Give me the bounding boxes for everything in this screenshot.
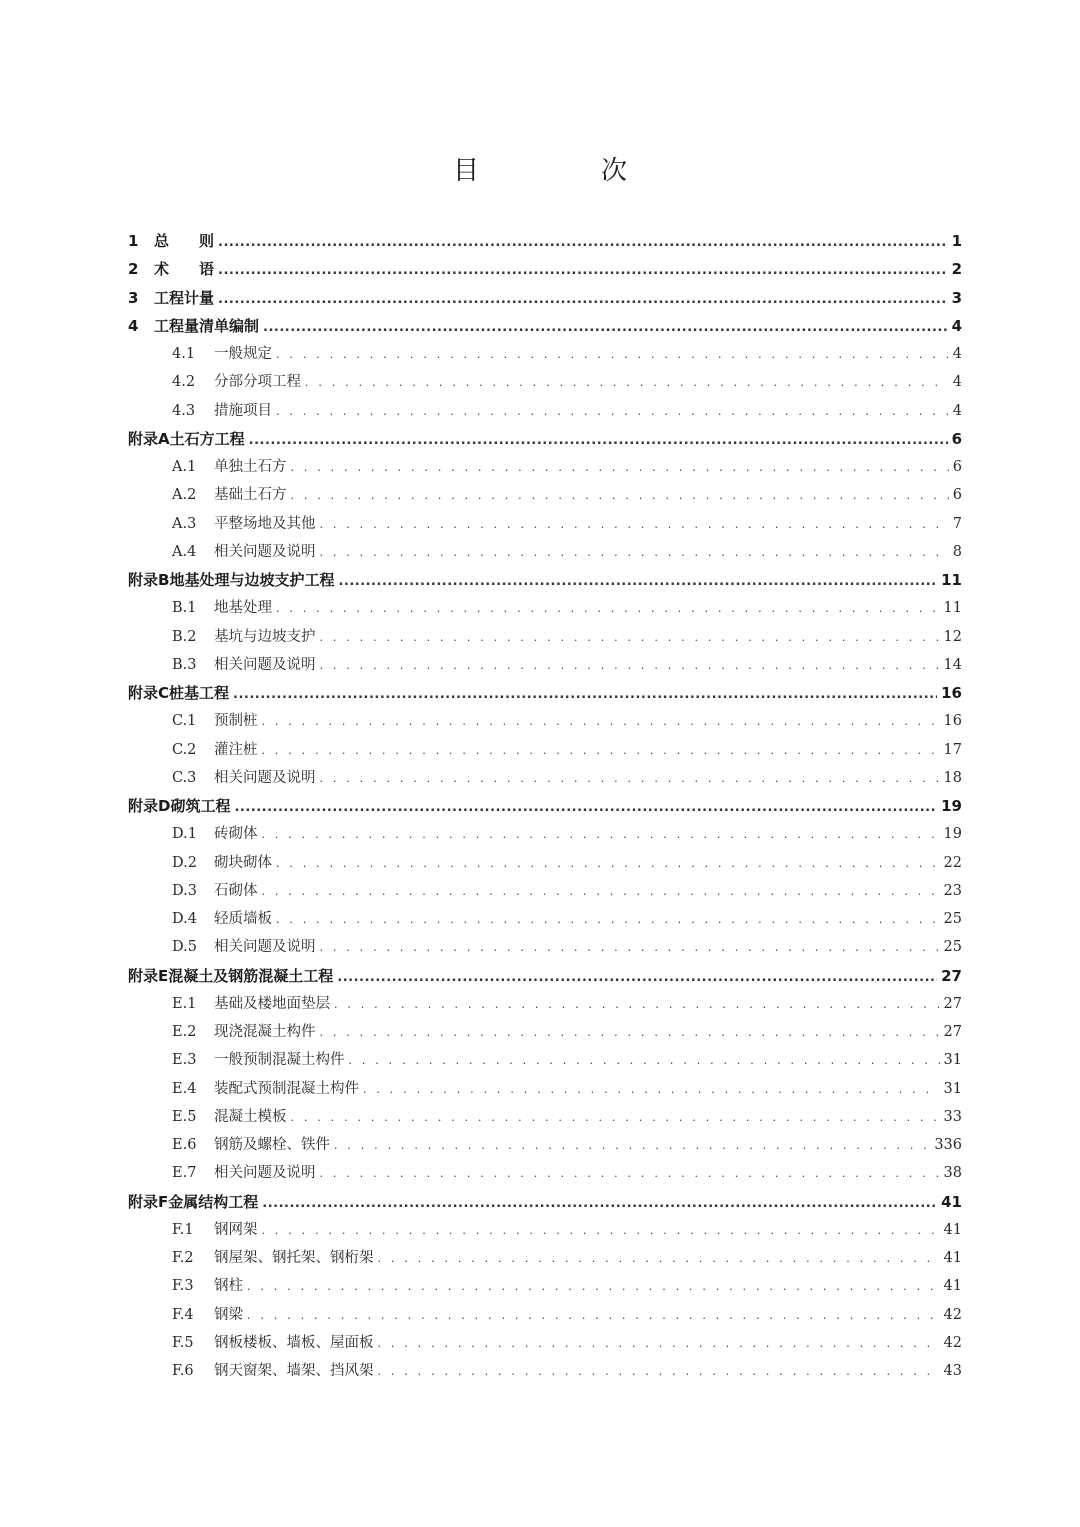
toc-entry-number: E.2 — [172, 1024, 197, 1040]
toc-dot-leader — [291, 482, 949, 509]
toc-dot-leader — [262, 878, 940, 905]
toc-page-number: 6 — [952, 487, 962, 504]
toc-entry-number: 1 — [128, 232, 139, 250]
toc-section-row — [128, 510, 962, 538]
toc-entry-label: 钢梁 — [214, 1306, 243, 1323]
toc-chapter-row — [128, 255, 962, 283]
toc-section-row — [128, 594, 962, 622]
toc-entry-number: F.6 — [172, 1363, 194, 1379]
toc-dot-leader — [378, 1245, 940, 1272]
toc-section-row — [128, 1272, 962, 1300]
toc-page-number: 41 — [943, 1221, 962, 1238]
toc-dot-leader — [291, 1104, 940, 1131]
toc-entry-label: 相关问题及说明 — [214, 543, 316, 560]
toc-chapter-row — [128, 679, 962, 707]
toc-entry-number: A.1 — [172, 459, 197, 475]
toc-entry-label: 桩基工程 — [169, 684, 230, 702]
toc-dot-leader — [338, 568, 937, 594]
toc-page-number: 25 — [943, 939, 962, 956]
toc-page-number: 8 — [952, 543, 962, 560]
toc-section-row — [128, 1103, 962, 1131]
toc-dot-leader — [349, 1047, 940, 1074]
toc-section-row — [128, 1046, 962, 1074]
toc-dot-leader — [320, 652, 940, 679]
toc-page-number: 14 — [943, 656, 962, 673]
toc-entry-number: D.3 — [172, 882, 197, 899]
toc-dot-leader — [247, 1302, 940, 1329]
toc-section-row — [128, 651, 962, 679]
toc-dot-leader — [262, 708, 940, 735]
toc-page-number: 41 — [943, 1278, 962, 1295]
toc-entry-label: 钢筋及螺栓、铁件 — [214, 1137, 330, 1153]
toc-dot-leader — [320, 539, 949, 566]
toc-dot-leader — [378, 1358, 940, 1385]
toc-section-row — [128, 1075, 962, 1103]
toc-page-number: 41 — [943, 1250, 962, 1266]
toc-page-number: 11 — [941, 571, 962, 589]
toc-chapter-row — [128, 792, 962, 820]
toc-dot-leader — [320, 511, 949, 538]
toc-page-number: 19 — [943, 826, 962, 843]
toc-entry-label: 总 则 — [154, 232, 215, 250]
toc-dot-leader — [334, 991, 940, 1018]
toc-entry-label: 砌块砌体 — [214, 854, 272, 871]
toc-dot-leader — [234, 794, 937, 820]
toc-dot-leader — [262, 1190, 937, 1216]
toc-entry-label: 一般预制混凝土构件 — [214, 1052, 345, 1069]
toc-entry-number: B.2 — [172, 628, 197, 645]
toc-entry-number: A.3 — [172, 515, 197, 532]
toc-entry-number: A.4 — [172, 543, 197, 560]
toc-entry-label: 基础土石方 — [214, 487, 287, 504]
toc-dot-leader — [263, 314, 948, 340]
toc-page-number: 4 — [951, 316, 962, 335]
toc-section-row — [128, 905, 962, 933]
toc-dot-leader — [233, 681, 937, 707]
toc-dot-leader — [363, 1076, 940, 1103]
toc-section-row — [128, 1018, 962, 1046]
toc-entry-number: B.3 — [172, 656, 197, 673]
toc-page-number: 1 — [951, 232, 962, 250]
toc-entry-number: F.5 — [172, 1334, 194, 1351]
toc-entry-number: E.1 — [172, 995, 197, 1012]
toc-entry-label: 现浇混凝土构件 — [214, 1024, 316, 1040]
toc-entry-label: 预制桩 — [214, 713, 258, 730]
toc-dot-leader — [276, 595, 940, 622]
toc-entry-number: C.2 — [172, 741, 197, 758]
toc-page-number: 38 — [943, 1165, 962, 1182]
toc-dot-leader — [320, 1160, 940, 1187]
toc-page-number: 42 — [943, 1334, 962, 1351]
toc-section-row — [128, 764, 962, 792]
toc-entry-number: 附录A — [128, 429, 170, 448]
toc-page-number: 16 — [943, 713, 962, 730]
toc-section-row — [128, 1131, 962, 1159]
toc-chapter-row — [128, 566, 962, 594]
toc-entry-number: D.4 — [172, 911, 197, 927]
toc-entry-number: F.4 — [172, 1306, 194, 1323]
toc-entry-label: 混凝土模板 — [214, 1108, 287, 1125]
toc-dot-leader — [276, 850, 940, 877]
toc-entry-label: 砌筑工程 — [170, 797, 231, 815]
toc-dot-leader — [320, 765, 940, 792]
toc-chapter-row — [128, 227, 962, 255]
toc-dot-leader — [218, 229, 948, 255]
toc-dot-leader — [249, 427, 948, 453]
toc-entry-label: 地基处理 — [214, 600, 272, 617]
toc-entry-label: 轻质墙板 — [214, 911, 272, 927]
toc-page-number: 11 — [943, 600, 962, 617]
toc-chapter-row — [128, 312, 962, 340]
toc-page-number: 12 — [943, 628, 962, 645]
toc-entry-number: D.5 — [172, 939, 197, 956]
toc-dot-leader — [276, 906, 940, 933]
toc-entry-label: 钢柱 — [214, 1278, 243, 1295]
toc-section-row — [128, 397, 962, 425]
toc-section-row — [128, 1329, 962, 1357]
toc-entry-label: 相关问题及说明 — [214, 769, 316, 786]
toc-page-number: 4 — [952, 374, 962, 391]
toc-chapter-row — [128, 1188, 962, 1216]
toc-page-number: 27 — [943, 1024, 962, 1040]
toc-entry-label: 钢板楼板、墙板、屋面板 — [214, 1334, 374, 1351]
toc-page-number: 25 — [943, 911, 962, 927]
toc-page-number: 336 — [934, 1137, 962, 1153]
toc-section-row — [128, 933, 962, 961]
toc-page-number: 17 — [943, 741, 962, 758]
toc-page-number: 33 — [943, 1108, 962, 1125]
toc-entry-number: 4.1 — [172, 346, 196, 362]
toc-page-number: 6 — [951, 429, 962, 448]
toc-dot-leader — [218, 286, 948, 312]
toc-section-row — [128, 877, 962, 905]
toc-entry-number: 附录C — [128, 684, 170, 702]
toc-section-row — [128, 538, 962, 566]
toc-entry-label: 相关问题及说明 — [214, 939, 316, 956]
toc-entry-number: 2 — [128, 260, 139, 279]
toc-entry-number: 附录F — [128, 1192, 169, 1211]
toc-section-row — [128, 340, 962, 368]
toc-page-number: 31 — [943, 1052, 962, 1069]
toc-entry-number: E.3 — [172, 1052, 197, 1069]
toc-section-row — [128, 1357, 962, 1385]
toc-dot-leader — [262, 1217, 940, 1244]
toc-chapter-row — [128, 425, 962, 453]
toc-entry-label: 金属结构工程 — [168, 1192, 259, 1211]
toc-entry-label: 单独土石方 — [214, 459, 287, 475]
toc-dot-leader — [320, 624, 940, 651]
toc-entry-label: 砖砌体 — [214, 826, 258, 843]
toc-section-row — [128, 820, 962, 848]
toc-dot-leader — [276, 398, 949, 425]
toc-section-row — [128, 453, 962, 481]
toc-entry-label: 混凝土及钢筋混凝土工程 — [168, 966, 334, 985]
toc-page-number: 22 — [943, 854, 962, 871]
toc-dot-leader — [320, 1019, 940, 1046]
toc-dot-leader — [305, 369, 949, 396]
toc-entry-number: 附录E — [128, 966, 169, 985]
toc-section-row — [128, 623, 962, 651]
toc-entry-label: 灌注桩 — [214, 741, 258, 758]
toc-chapter-row — [128, 284, 962, 312]
toc-section-row — [128, 849, 962, 877]
toc-entry-label: 土石方工程 — [169, 429, 245, 448]
toc-dot-leader — [247, 1273, 940, 1300]
toc-entry-label: 地基处理与边坡支护工程 — [169, 571, 335, 589]
toc-entry-number: 4.3 — [172, 402, 196, 419]
toc-entry-label: 平整场地及其他 — [214, 515, 316, 532]
toc-section-row — [128, 990, 962, 1018]
toc-entry-number: F.3 — [172, 1278, 194, 1295]
toc-entry-label: 术 语 — [154, 260, 215, 279]
toc-entry-number: F.1 — [172, 1221, 194, 1238]
toc-page-number: 43 — [943, 1363, 962, 1379]
toc-page-number: 2 — [951, 260, 962, 279]
toc-page-number: 19 — [941, 797, 962, 815]
toc-dot-leader — [320, 934, 940, 961]
toc-page-number: 23 — [943, 882, 962, 899]
toc-entry-label: 工程量清单编制 — [154, 316, 260, 335]
toc-entry-label: 一般规定 — [214, 346, 272, 362]
toc-page-number: 3 — [951, 288, 962, 307]
toc-page-number: 41 — [941, 1192, 962, 1211]
toc-dot-leader — [218, 257, 948, 283]
toc-entry-number: A.2 — [172, 487, 197, 504]
toc-dot-leader — [276, 341, 949, 368]
toc-dot-leader — [262, 737, 940, 764]
toc-entry-number: 附录D — [128, 797, 171, 815]
toc-entry-number: F.2 — [172, 1250, 194, 1266]
toc-entry-label: 基坑与边坡支护 — [214, 628, 316, 645]
toc-entry-number: 3 — [128, 288, 139, 307]
toc-entry-label: 工程计量 — [154, 288, 215, 307]
toc-entry-number: 4 — [128, 316, 139, 335]
toc-chapter-row — [128, 962, 962, 990]
toc-entry-number: D.1 — [172, 826, 197, 843]
toc-page-number: 27 — [943, 995, 962, 1012]
toc-entry-label: 钢天窗架、墙架、挡风架 — [214, 1363, 374, 1379]
toc-entry-label: 分部分项工程 — [214, 374, 301, 391]
toc-entry-number: C.1 — [172, 713, 197, 730]
toc-entry-label: 基础及楼地面垫层 — [214, 995, 330, 1012]
toc-dot-leader — [262, 821, 940, 848]
toc-entry-number: E.7 — [172, 1165, 197, 1182]
toc-entry-label: 相关问题及说明 — [214, 656, 316, 673]
toc-entry-label: 措施项目 — [214, 402, 272, 419]
toc-entry-number: B.1 — [172, 600, 197, 617]
toc-entry-label: 钢网架 — [214, 1221, 258, 1238]
toc-entry-label: 钢屋架、钢托架、钢桁架 — [214, 1250, 374, 1266]
toc-entry-number: E.5 — [172, 1108, 197, 1125]
toc-page-number: 16 — [941, 684, 962, 702]
toc-section-row — [128, 1301, 962, 1329]
toc-page-number: 27 — [941, 966, 962, 985]
toc-page-number: 42 — [943, 1306, 962, 1323]
toc-dot-leader — [337, 964, 937, 990]
toc-dot-leader — [334, 1132, 930, 1159]
toc-entry-number: 4.2 — [172, 374, 196, 391]
toc-section-row — [128, 707, 962, 735]
toc-entry-number: 附录B — [128, 571, 170, 589]
toc-entry-number: D.2 — [172, 854, 197, 871]
toc-entry-number: E.6 — [172, 1137, 197, 1153]
toc-page-number: 31 — [943, 1080, 962, 1097]
toc-page-number: 4 — [952, 346, 962, 362]
toc-entry-number: C.3 — [172, 769, 197, 786]
toc-entry-label: 石砌体 — [214, 882, 258, 899]
toc-section-row — [128, 736, 962, 764]
toc-page-number: 18 — [943, 769, 962, 786]
toc-section-row — [128, 368, 962, 396]
toc-entry-label: 相关问题及说明 — [214, 1165, 316, 1182]
toc-section-row — [128, 481, 962, 509]
toc-section-row — [128, 1159, 962, 1187]
toc-entry-label: 装配式预制混凝土构件 — [214, 1080, 359, 1097]
toc-dot-leader — [291, 454, 949, 481]
toc-dot-leader — [378, 1330, 940, 1357]
toc-section-row — [128, 1216, 962, 1244]
table-of-contents — [128, 227, 962, 1385]
toc-page-number: 4 — [952, 402, 962, 419]
toc-section-row — [128, 1244, 962, 1272]
toc-page-number: 7 — [952, 515, 962, 532]
toc-page-number: 6 — [952, 459, 962, 475]
page-title: 目 次 — [452, 156, 675, 186]
toc-entry-number: E.4 — [172, 1080, 197, 1097]
